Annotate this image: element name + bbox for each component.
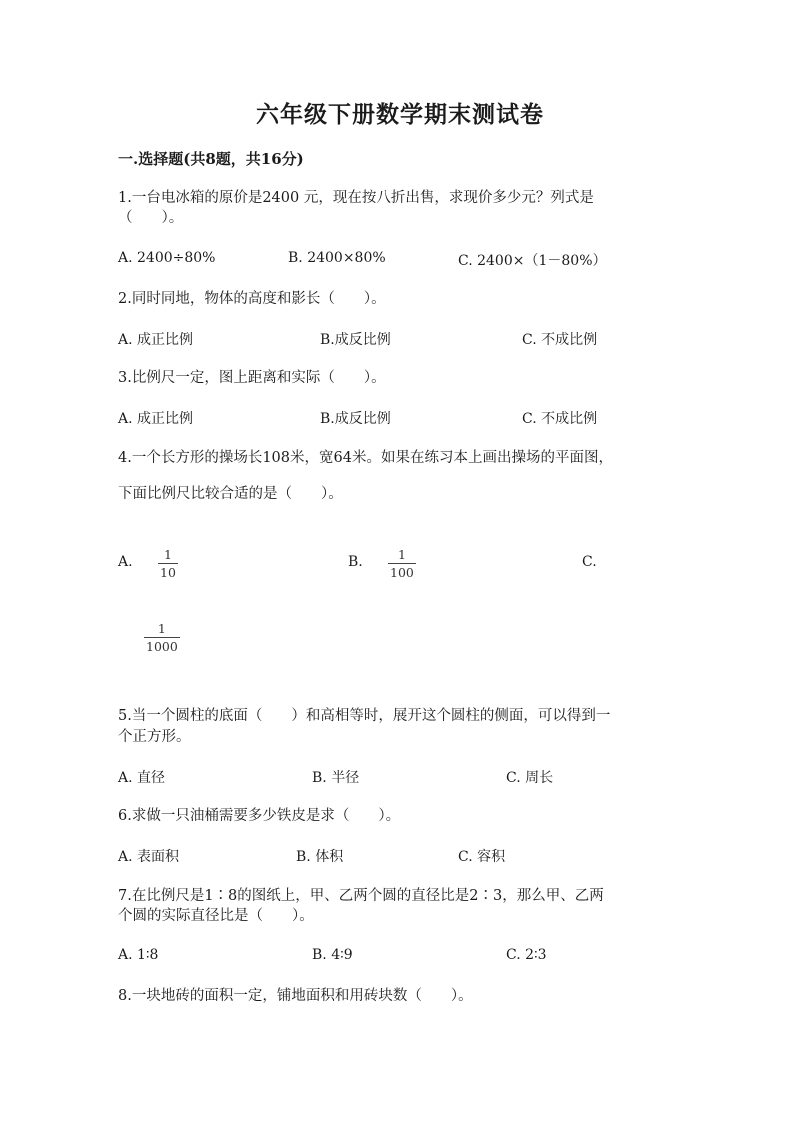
fraction-denominator: 100: [390, 565, 414, 580]
question-1-option-c[interactable]: C. 2400×（1－80%）: [458, 253, 607, 269]
fraction-bar: [158, 563, 178, 564]
question-5-line-1: 5.当一个圆柱的底面（ ）和高相等时，展开这个圆柱的侧面，可以得到一: [118, 708, 611, 724]
question-2-stem: 2.同时同地，物体的高度和影长（ ）。: [118, 291, 386, 307]
question-1-option-a[interactable]: A. 2400÷80%: [118, 250, 216, 266]
fraction-numerator: 1: [163, 547, 172, 562]
fraction-denominator: 10: [160, 565, 176, 580]
question-5-option-b[interactable]: B. 半径: [312, 770, 360, 786]
question-6-option-b[interactable]: B. 体积: [296, 849, 344, 865]
question-4-option-a[interactable]: A.: [118, 554, 133, 570]
question-3-option-b[interactable]: B.成反比例: [320, 411, 391, 427]
question-3-option-a[interactable]: A. 成正比例: [118, 411, 194, 427]
question-7-option-c[interactable]: C. 2∶3: [506, 947, 547, 963]
fraction-denominator: 1000: [146, 639, 178, 654]
fraction-one-hundredth: [388, 548, 416, 580]
question-6-stem: 6.求做一只油桶需要多少铁皮是求（ ）。: [118, 808, 401, 824]
question-6-option-c[interactable]: C. 容积: [458, 849, 506, 865]
question-6-option-a[interactable]: A. 表面积: [118, 849, 180, 865]
question-4-option-b[interactable]: B.: [348, 554, 363, 570]
fraction-one-thousandth: [144, 622, 180, 654]
question-2-option-c[interactable]: C. 不成比例: [522, 332, 598, 348]
question-5-option-a[interactable]: A. 直径: [118, 770, 166, 786]
question-3-stem: 3.比例尺一定，图上距离和实际（ ）。: [118, 370, 386, 386]
fraction-numerator: 1: [397, 547, 406, 562]
question-1-option-b[interactable]: B. 2400×80%: [288, 250, 386, 266]
question-1-line-1: 1.一台电冰箱的原价是2400 元，现在按八折出售，求现价多少元？列式是: [118, 190, 594, 206]
question-8-stem: 8.一块地砖的面积一定，铺地面积和用砖块数（ ）。: [118, 988, 473, 1004]
fraction-bar: [388, 563, 416, 564]
question-5-option-c[interactable]: C. 周长: [506, 770, 554, 786]
question-7-option-b[interactable]: B. 4∶9: [312, 947, 353, 963]
question-7-line-2: 个圆的实际直径比是（ ）。: [118, 908, 314, 924]
question-7-option-a[interactable]: A. 1∶8: [118, 947, 159, 963]
fraction-one-tenth: [158, 548, 178, 580]
fraction-numerator: 1: [157, 621, 166, 636]
question-4-line-2: 下面比例尺比较合适的是（ ）。: [118, 486, 343, 502]
question-4-option-c[interactable]: C.: [582, 554, 597, 570]
section-heading: 一.选择题(共8题，共16分): [118, 150, 304, 168]
question-7-line-1: 7.在比例尺是1∶8的图纸上，甲、乙两个圆的直径比是2∶3，那么甲、乙两: [118, 888, 604, 904]
question-4-line-1: 4.一个长方形的操场长108米，宽64米。如果在练习本上画出操场的平面图，: [118, 450, 613, 466]
page-title: 六年级下册数学期末测试卷: [256, 101, 544, 128]
question-5-line-2: 个正方形。: [118, 729, 191, 745]
question-1-line-2: （ ）。: [118, 210, 184, 226]
question-3-option-c[interactable]: C. 不成比例: [522, 411, 598, 427]
fraction-bar: [144, 637, 180, 638]
question-2-option-b[interactable]: B.成反比例: [320, 332, 391, 348]
question-2-option-a[interactable]: A. 成正比例: [118, 332, 194, 348]
